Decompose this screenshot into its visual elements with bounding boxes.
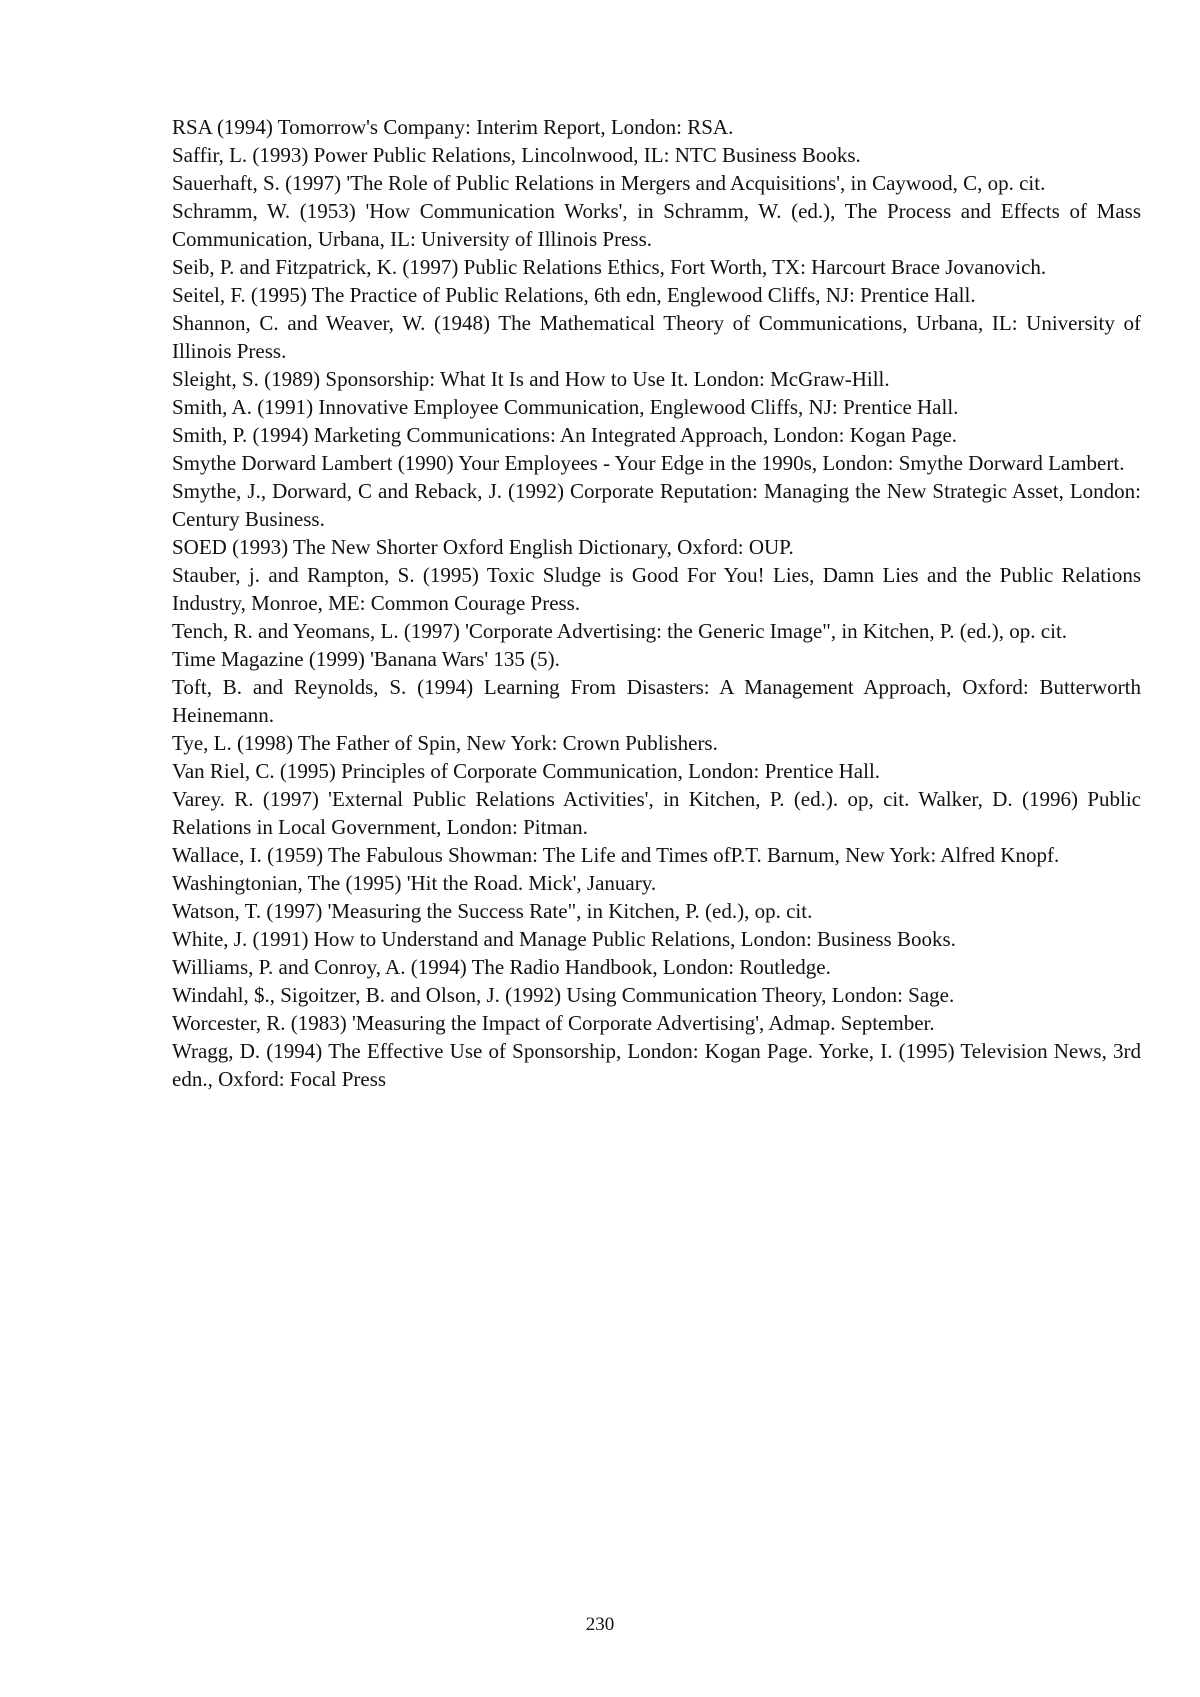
reference-entry: Worcester, R. (1983) 'Measuring the Impact of Corporate Advertising', Admap. September. xyxy=(172,1011,935,1035)
reference-entry: Tench, R. and Yeomans, L. (1997) 'Corporate Advertising: the Generic Image", in Kitchen, P. (ed.), op. cit. xyxy=(172,619,1068,643)
reference-entry: Windahl, $., Sigoitzer, B. and Olson, J. (1992) Using Communication Theory, London: Sage. xyxy=(172,983,955,1007)
reference-entry: Wallace, I. (1959) The Fabulous Showman: The Life and Times ofP.T. Barnum, New York: Alfred Knopf. xyxy=(172,843,1060,867)
reference-entry: Wragg, D. (1994) The Effective Use of Sponsorship, London: Kogan Page. Yorke, I. (1995) Television News, 3rd edn., Oxford: Focal Press xyxy=(172,1039,1141,1091)
reference-entry: Smith, P. (1994) Marketing Communications: An Integrated Approach, London: Kogan Page. xyxy=(172,423,958,447)
reference-entry: Smythe Dorward Lambert (1990) Your Employees - Your Edge in the 1990s, London: Smythe Dorward Lambert. xyxy=(172,451,1125,475)
reference-entry: Tye, L. (1998) The Father of Spin, New York: Crown Publishers. xyxy=(172,731,718,755)
reference-entry: Shannon, C. and Weaver, W. (1948) The Mathematical Theory of Communications, Urbana, IL: University of Illinois Press. xyxy=(172,311,1141,363)
reference-entry: Washingtonian, The (1995) 'Hit the Road. Mick', January. xyxy=(172,871,657,895)
reference-entry: Sleight, S. (1989) Sponsorship: What It Is and How to Use It. London: McGraw-Hill. xyxy=(172,367,890,391)
reference-entry: Van Riel, C. (1995) Principles of Corporate Communication, London: Prentice Hall. xyxy=(172,759,881,783)
reference-entry: Saffir, L. (1993) Power Public Relations, Lincolnwood, IL: NTC Business Books. xyxy=(172,143,861,167)
reference-entry: Sauerhaft, S. (1997) 'The Role of Public Relations in Mergers and Acquisitions', in Caywood, C, op. cit. xyxy=(172,171,1046,195)
reference-entry: Williams, P. and Conroy, A. (1994) The Radio Handbook, London: Routledge. xyxy=(172,955,831,979)
reference-entry: Seitel, F. (1995) The Practice of Public Relations, 6th edn, Englewood Cliffs, NJ: Prentice Hall. xyxy=(172,283,976,307)
reference-entry: Time Magazine (1999) 'Banana Wars' 135 (5). xyxy=(172,647,560,671)
reference-entry: Smythe, J., Dorward, C and Reback, J. (1992) Corporate Reputation: Managing the New Strategic Asset, London: Century Business. xyxy=(172,479,1141,531)
reference-entry: RSA (1994) Tomorrow's Company: Interim Report, London: RSA. xyxy=(172,115,734,139)
reference-entry: Seib, P. and Fitzpatrick, K. (1997) Public Relations Ethics, Fort Worth, TX: Harcourt Brace Jovanovich. xyxy=(172,255,1047,279)
reference-entry: Stauber, j. and Rampton, S. (1995) Toxic Sludge is Good For You! Lies, Damn Lies and the Public Relations Industry, Monroe, ME: Common Courage Press. xyxy=(172,563,1141,615)
reference-entry: Watson, T. (1997) 'Measuring the Success Rate", in Kitchen, P. (ed.), op. cit. xyxy=(172,899,813,923)
reference-entry: Smith, A. (1991) Innovative Employee Communication, Englewood Cliffs, NJ: Prentice Hall. xyxy=(172,395,959,419)
reference-entry: Schramm, W. (1953) 'How Communication Works', in Schramm, W. (ed.), The Process and Effects of Mass Communication, Urbana, IL: University of Illinois Press. xyxy=(172,199,1141,251)
page-number: 230 xyxy=(585,1614,615,1635)
reference-entry: Toft, B. and Reynolds, S. (1994) Learning From Disasters: A Management Approach, Oxford: Butterworth Heinemann. xyxy=(172,675,1141,727)
reference-entry: Varey. R. (1997) 'External Public Relations Activities', in Kitchen, P. (ed.). op, cit. Walker, D. (1996) Public Relations in Local Government, London: Pitman. xyxy=(172,787,1141,839)
reference-entry: SOED (1993) The New Shorter Oxford English Dictionary, Oxford: OUP. xyxy=(172,535,794,559)
reference-list xyxy=(172,113,1141,1093)
reference-entry: White, J. (1991) How to Understand and Manage Public Relations, London: Business Books. xyxy=(172,927,956,951)
